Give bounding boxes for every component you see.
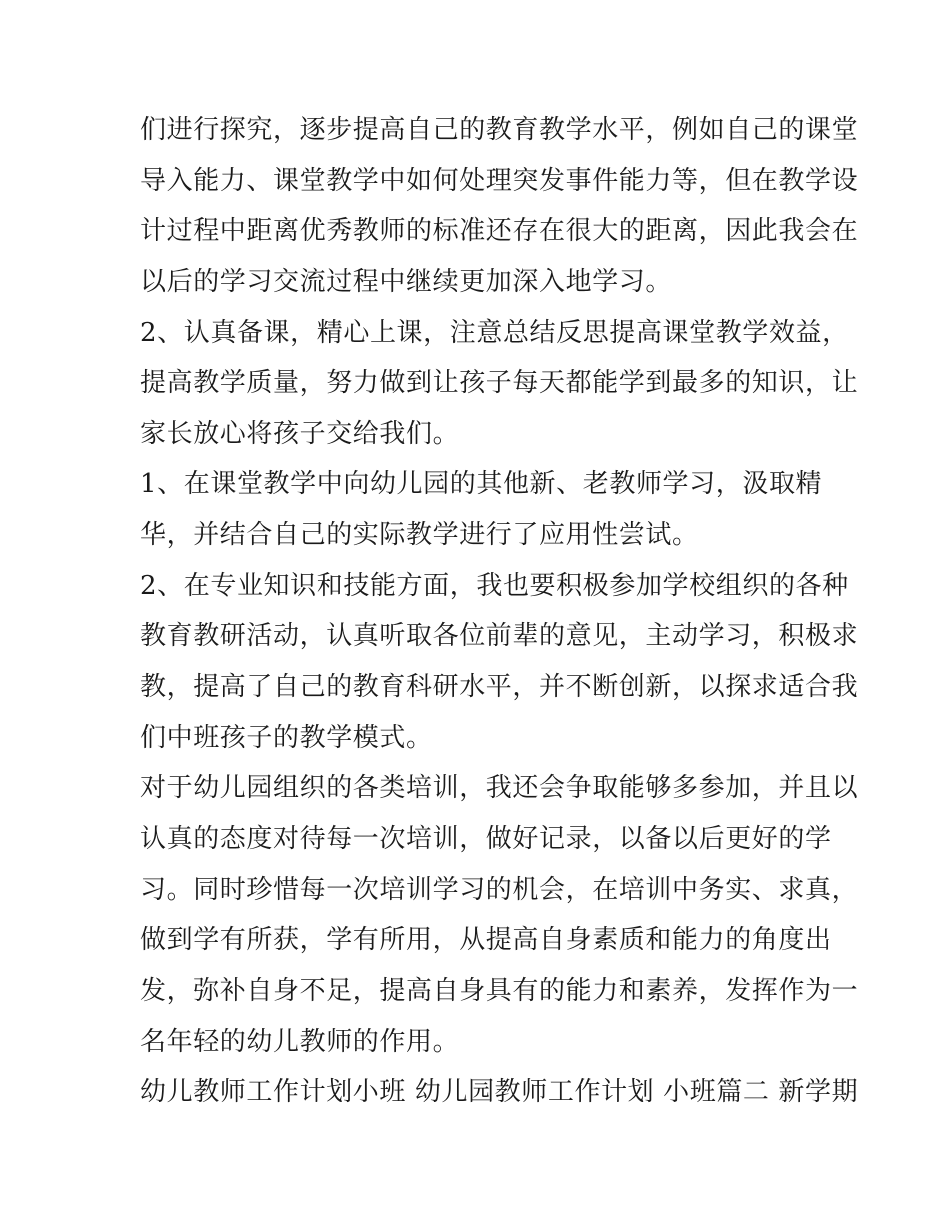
text-line: 对于幼儿园组织的各类培训，我还会争取能够多参加，并且以: [140, 773, 859, 804]
text-line: 名年轻的幼儿教师的作用。: [140, 1026, 460, 1057]
text-line: 以后的学习交流过程中继续更加深入地学习。: [140, 266, 673, 297]
text-line: 幼儿教师工作计划小班 幼儿园教师工作计划 小班篇二 新学期: [140, 1077, 859, 1108]
text-line: 2、在专业知识和技能方面，我也要积极参加学校组织的各种: [140, 570, 849, 601]
text-line: 教，提高了自己的教育科研水平，并不断创新，以探求适合我: [140, 672, 859, 703]
text-line: 2、认真备课，精心上课，注意总结反思提高课堂教学效益，: [140, 317, 849, 348]
text-line: 导入能力、课堂教学中如何处理突发事件能力等，但在教学设: [140, 165, 859, 196]
text-line: 习。同时珍惜每一次培训学习的机会，在培训中务实、求真，: [140, 874, 859, 905]
text-line: 1、在课堂教学中向幼儿园的其他新、老教师学习，汲取精: [140, 469, 823, 500]
text-line: 们中班孩子的教学模式。: [140, 722, 433, 753]
text-line: 们进行探究，逐步提高自己的教育教学水平，例如自己的课堂: [140, 115, 859, 145]
text-line: 认真的态度对待每一次培训，做好记录，以备以后更好的学: [140, 823, 832, 854]
text-line: 家长放心将孩子交给我们。: [140, 418, 460, 449]
document-body: [140, 105, 859, 1118]
text-line: 提高教学质量，努力做到让孩子每天都能学到最多的知识，让: [140, 368, 859, 399]
text-line: 做到学有所获，学有所用，从提高自身素质和能力的角度出: [140, 925, 832, 956]
text-line: 华，并结合自己的实际教学进行了应用性尝试。: [140, 520, 699, 551]
text-line: 教育教研活动，认真听取各位前辈的意见，主动学习，积极求: [140, 621, 859, 652]
text-line: 发，弥补自身不足，提高自身具有的能力和素养，发挥作为一: [140, 975, 859, 1006]
text-line: 计过程中距离优秀教师的标准还存在很大的距离，因此我会在: [140, 216, 859, 247]
